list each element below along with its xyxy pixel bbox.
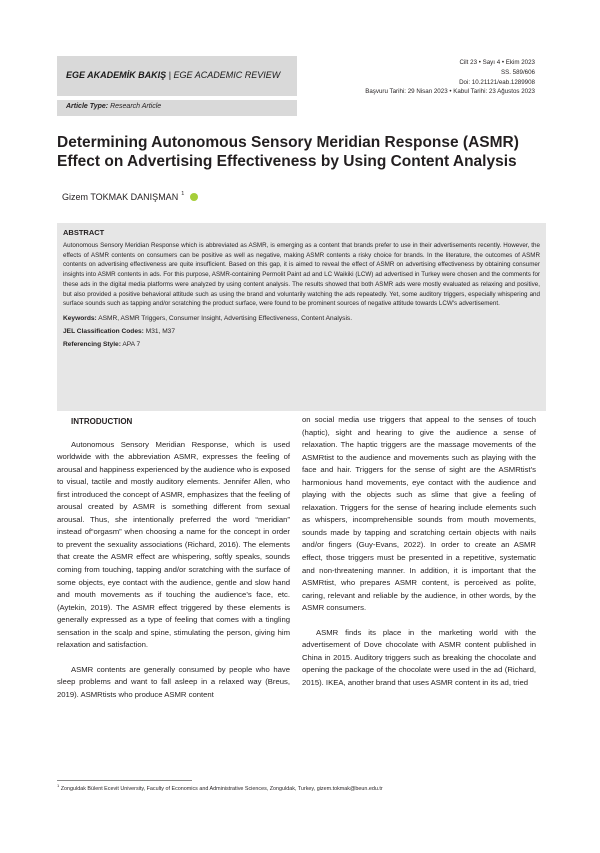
footnote-divider bbox=[57, 780, 192, 781]
jel-value: M31, M37 bbox=[145, 327, 176, 335]
article-title: Determining Autonomous Sensory Meridian Response (ASMR) Effect on Advertising Effectiveness by Using Content Analysis bbox=[57, 134, 519, 170]
article-type-value: Research Article bbox=[110, 103, 162, 110]
keywords-value: ASMR, ASMR Triggers, Consumer Insight, Advertising Effectiveness, Content Analysis. bbox=[98, 314, 353, 322]
journal-name-tr: EGE AKADEMİK BAKIŞ bbox=[66, 70, 167, 80]
keywords-label: Keywords: bbox=[63, 314, 97, 322]
pages-line: SS. 589/606 bbox=[500, 68, 535, 76]
abstract-box bbox=[57, 223, 546, 411]
footnote bbox=[57, 783, 547, 792]
journal-name-bar bbox=[57, 56, 297, 96]
author-name: Gizem TOKMAK DANIŞMAN bbox=[62, 192, 179, 202]
referencing-style-line bbox=[63, 341, 540, 348]
orcid-icon[interactable] bbox=[190, 193, 198, 201]
dates-line: Başvuru Tarihi: 29 Nisan 2023 • Kabul Tarihi: 23 Ağustos 2023 bbox=[365, 88, 535, 96]
introduction-heading: INTRODUCTION bbox=[71, 417, 133, 426]
referencing-style-label: Referencing Style: bbox=[63, 340, 121, 348]
author-line bbox=[62, 192, 198, 202]
body-column-right bbox=[302, 414, 536, 689]
left-paragraph-1: Autonomous Sensory Meridian Response, which is used worldwide with the abbreviation ASMR, expresses the feeling of arousal and happiness experienced by the audience who is exposed to visual, tactile and mostly auditory elements. Jennifer Allen, who first introduced the concept of ASMR, emphasizes that the feeling of arousal created by ASMR is something different from sexual arousal. Thus, she intentionally preferred the word “meridian” instead of“orgasm” when choosing a name for the concept in order to prevent the sexuality associations (Richard, 2016). The elements that create the ASMR effect are whispering, softly speaks, sounds coming from touching, tapping and/or scratching with the surface of some objects, eye contact with the audience, gentle and slow hand and mouth movements as if touching the audience’s face, etc. (Aytekin, 2019). The ASMR effect triggered by these elements is generally expressed as a type of feeling that comes with a tingling sensation in the scalp and spine, stimulating the person, giving him relaxation and satisfaction. bbox=[57, 439, 290, 650]
left-paragraph-2: ASMR contents are generally consumed by people who have sleep problems and want to fall asleep in a relaxed way (Breus, 2019). ASMRtists who produce ASMR content bbox=[57, 664, 290, 699]
jel-label: JEL Classification Codes: bbox=[63, 327, 144, 335]
body-column-left bbox=[57, 417, 290, 701]
volume-line: Cilt 23 • Sayı 4 • Ekim 2023 bbox=[459, 59, 535, 66]
abstract-heading: ABSTRACT bbox=[63, 228, 105, 237]
author-footnote-mark: 1 bbox=[181, 191, 185, 197]
footnote-text: Zonguldak Bülent Ecevit University, Faculty of Economics and Administrative Sciences, Zonguldak, Turkey, gizem.tokmak@beun.edu.tr bbox=[59, 785, 383, 792]
journal-name-en: EGE ACADEMIC REVIEW bbox=[173, 70, 281, 80]
right-paragraph-1: on social media use triggers that appeal to the senses of touch (haptic), sight and hearing to give the audience a sense of relaxation. The haptic triggers are the massage movements of the ASMRtist to the audience and movements such as playing with the face and hair. Triggers for the sense of sight are the ASMRtist’s harmonious hand movements, eye contact with the audience and playing with the objects such as slime that give a feeling of relaxation. Triggers for the sense of hearing include elements such as whispers, incomprehensible sounds from mouth movements, sounds made by tapping and scratching certain objects with nails and/or fingers (Guy-Evans, 2022). In order to create an ASMR effect, those triggers must be presented in a repetitive, systematic and non-threatening manner. In addition, it is important that the ASMRtist, who prepares ASMR content, is perceived as polite, caring, relevant and reliable by the audience, in other words, by the ASMR consumers. bbox=[302, 415, 536, 613]
article-type-bar bbox=[57, 100, 297, 116]
doi-line[interactable]: Doi: 10.21121/eab.1289908 bbox=[459, 78, 535, 86]
keywords-line bbox=[63, 315, 540, 322]
referencing-style-value: APA 7 bbox=[122, 340, 141, 348]
right-paragraph-2: ASMR finds its place in the marketing world with the advertisement of Dove chocolate with ASMR content published in China in 2015. Auditory triggers such as breaking the chocolate and opening the package of the chocolate were used in the ad (Richard, 2015). IKEA, another brand that uses ASMR content in its ad, tried bbox=[302, 627, 536, 687]
journal-separator: | bbox=[166, 70, 174, 80]
article-type-label: Article Type: bbox=[66, 103, 109, 110]
abstract-text: Autonomous Sensory Meridian Response which is abbreviated as ASMR, is emerging as a content that brands prefer to use in their advertisements recently. However, the effects of ASMR contents on consumers can be positive as well as negative, making ASMR contents a risky choice for brands. In the literature, the outcomes of ASMR contents on advertising effectiveness are quite insufficient. Based on this gap, it is aimed to reveal the effect of ASMR on advertising effectiveness by obtaining consumer insights into ASMR contents in ads. For this purpose, ASMR-containing Permolit Paint ad and LC Waikiki (LCW) ad advertised in Turkey were chosen and the comments for these ads in the digital media platforms were analyzed by using content analysis. The results showed that both ASMR ads were mostly evaluated as relaxing and positive, but also provided a positive behavioral attitude such as using the brand and voluntarily watching the ads repeatedly. Yet, some auditory triggers, especially whispering and surface sounds such as tapping and/or scratching the product surface, were found to be prominent sources of negative attitude towards LCW's advertisement. bbox=[63, 242, 540, 308]
issue-metadata bbox=[305, 58, 535, 97]
jel-line bbox=[63, 328, 540, 335]
footnote-mark: 1 bbox=[57, 783, 60, 788]
